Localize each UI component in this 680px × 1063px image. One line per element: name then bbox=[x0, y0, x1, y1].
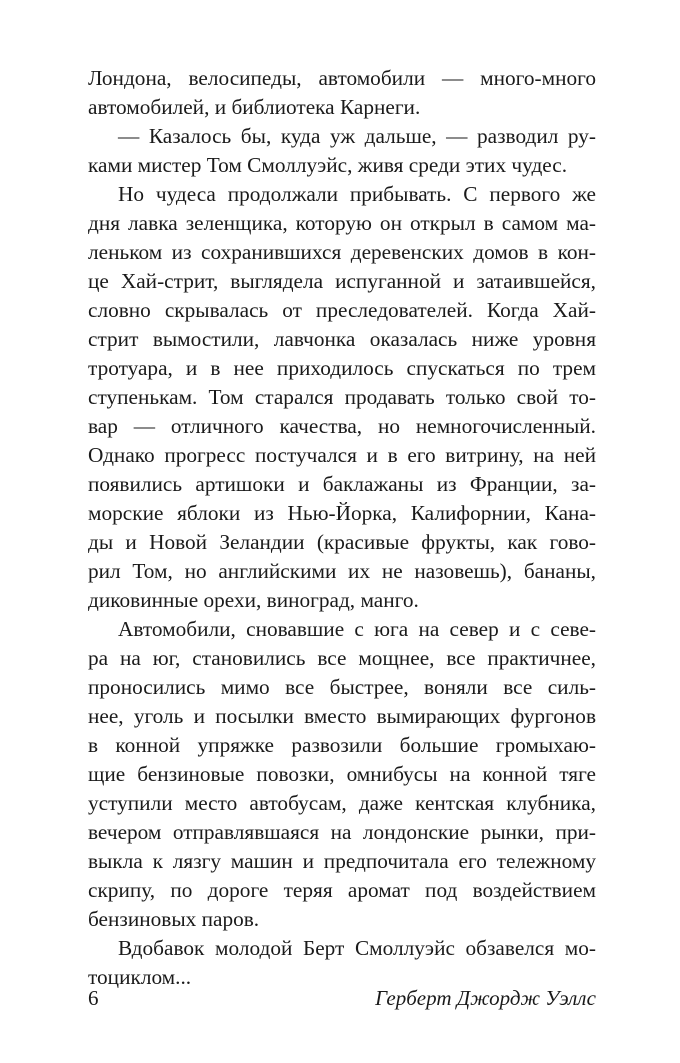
text-line: рил Том, но английскими их не назовешь), бананы, bbox=[88, 559, 596, 583]
text-line: морские яблоки из Нью-Йорка, Калифорнии, Кана- bbox=[88, 501, 596, 525]
text-line: — Казалось бы, куда уж дальше, — разводил ру- bbox=[118, 124, 596, 148]
text-line: леньком из сохранившихся деревенских домов в кон- bbox=[88, 240, 596, 264]
text-line: Лондона, велосипеды, автомобили — много-много bbox=[88, 66, 596, 90]
text-line: автомобилей, и библиотека Карнеги. bbox=[88, 95, 421, 119]
paragraph-1 bbox=[88, 64, 596, 122]
paragraph-4 bbox=[88, 615, 596, 934]
text-line: вечером отправлявшаяся на лондонские рынки, при- bbox=[88, 820, 596, 844]
text-line: дня лавка зеленщика, которую он открыл в самом ма- bbox=[88, 211, 596, 235]
text-line: ра на юг, становились все мощнее, все практичнее, bbox=[88, 646, 596, 670]
text-line: це Хай-стрит, выглядела испуганной и затаившейся, bbox=[88, 269, 596, 293]
text-line: тоциклом... bbox=[88, 965, 192, 989]
text-line: в конной упряжке развозили большие громыхаю- bbox=[88, 733, 596, 757]
text-line: нее, уголь и посылки вместо вымирающих фургонов bbox=[88, 704, 596, 728]
text-line: ды и Новой Зеландии (красивые фрукты, как гово- bbox=[88, 530, 596, 554]
text-line: вар — отличного качества, но немногочисленный. bbox=[88, 414, 596, 438]
text-line: Однако прогресс постучался и в его витрину, на ней bbox=[88, 443, 596, 467]
text-line: проносились мимо все быстрее, воняли все силь- bbox=[88, 675, 596, 699]
text-line: бензиновых паров. bbox=[88, 907, 260, 931]
paragraph-3 bbox=[88, 180, 596, 615]
text-line: диковинные орехи, виноград, манго. bbox=[88, 588, 419, 612]
text-line: уступили место автобусам, даже кентская клубника, bbox=[88, 791, 596, 815]
text-line: щие бензиновые повозки, омнибусы на конной тяге bbox=[88, 762, 596, 786]
text-line: ками мистер Том Смоллуэйс, живя среди этих чудес. bbox=[88, 153, 568, 177]
text-line: Автомобили, сновавшие с юга на север и с севе- bbox=[118, 617, 596, 641]
text-line: стрит вымостили, лавчонка оказалась ниже уровня bbox=[88, 327, 596, 351]
page-number: 6 bbox=[88, 986, 99, 1010]
text-line: тротуара, и в нее приходилось спускаться по трем bbox=[88, 356, 596, 380]
paragraph-2 bbox=[88, 122, 596, 180]
text-line: Но чудеса продолжали прибывать. С первого же bbox=[118, 182, 596, 206]
text-line: скрипу, по дороге теряя аромат под воздействием bbox=[88, 878, 596, 902]
text-line: словно скрывалась от преследователей. Когда Хай- bbox=[88, 298, 596, 322]
text-line: Вдобавок молодой Берт Смоллуэйс обзавелся мо- bbox=[118, 936, 596, 960]
text-line: выкла к лязгу машин и предпочитала его тележному bbox=[88, 849, 596, 873]
body-text bbox=[88, 64, 596, 992]
running-footer-author: Герберт Джордж Уэллс bbox=[375, 986, 596, 1010]
text-line: появились артишоки и баклажаны из Франции, за- bbox=[88, 472, 596, 496]
page-footer bbox=[88, 983, 596, 1013]
text-line: ступенькам. Том старался продавать только свой то- bbox=[88, 385, 596, 409]
